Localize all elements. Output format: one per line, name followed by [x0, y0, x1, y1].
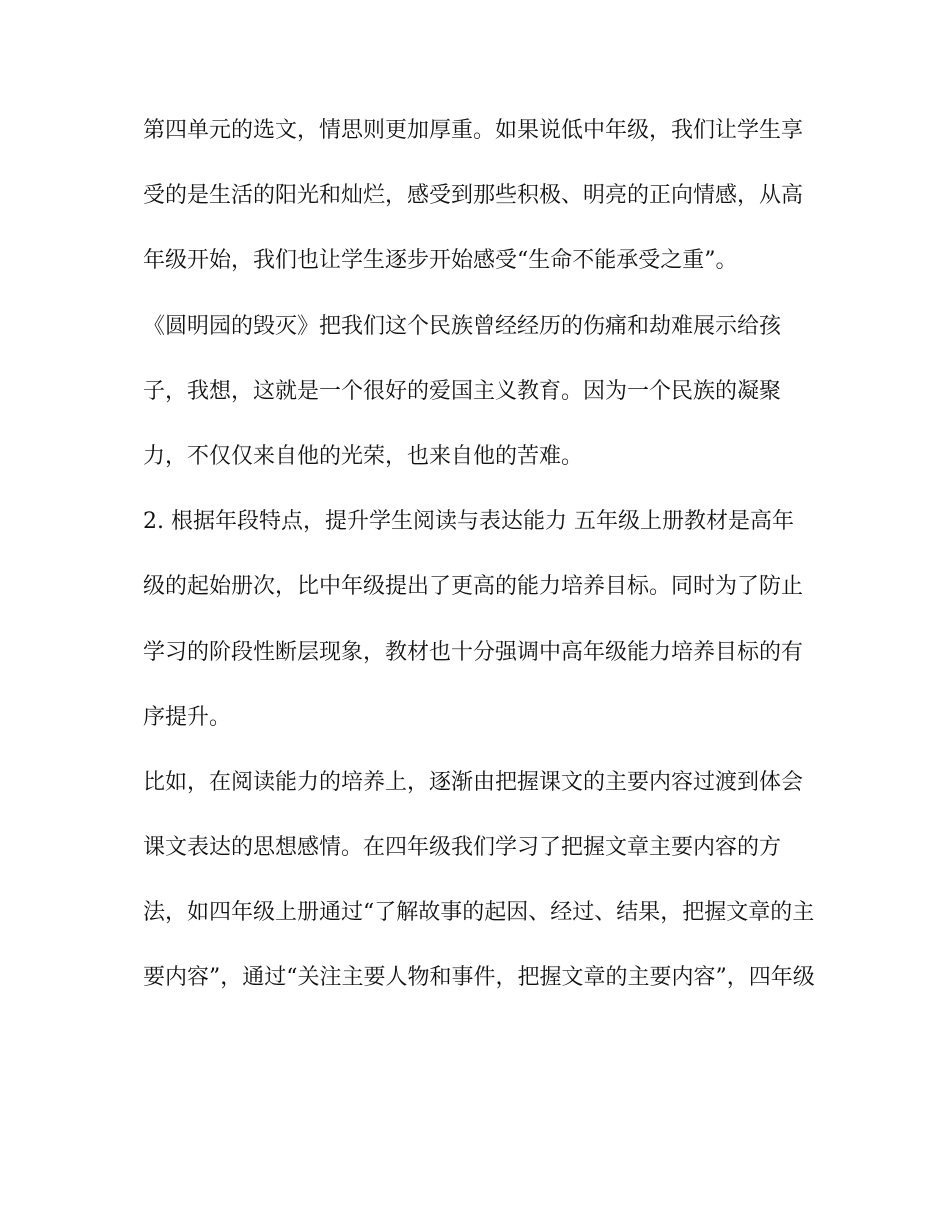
text-line: 2. 根据年段特点，提升学生阅读与表达能力 五年级上册教材是高年 — [143, 509, 794, 535]
text-line: 力，不仅仅来自他的光荣，也来自他的苦难。 — [143, 443, 584, 469]
text-line: 序提升。 — [143, 704, 232, 730]
text-line: 《圆明园的毁灭》把我们这个民族曾经经历的伤痛和劫难展示给孩 — [143, 313, 782, 339]
text-line: 子，我想，这就是一个很好的爱国主义教育。因为一个民族的凝聚 — [143, 378, 782, 404]
text-line: 年级开始，我们也让学生逐步开始感受“生命不能承受之重”。 — [143, 248, 738, 274]
text-line: 级的起始册次，比中年级提出了更高的能力培养目标。同时为了防止 — [143, 574, 804, 600]
text-line: 受的是生活的阳光和灿烂，感受到那些积极、明亮的正向情感，从高 — [143, 183, 804, 209]
text-line: 法，如四年级上册通过“了解故事的起因、经过、结果，把握文章的主 — [143, 900, 815, 926]
text-line: 比如，在阅读能力的培养上，逐渐由把握课文的主要内容过渡到体会 — [143, 769, 804, 795]
text-line: 第四单元的选文，情思则更加厚重。如果说低中年级，我们让学生享 — [143, 118, 804, 143]
text-line: 学习的阶段性断层现象，教材也十分强调中高年级能力培养目标的有 — [143, 639, 804, 665]
text-line: 课文表达的思想感情。在四年级我们学习了把握文章主要内容的方 — [143, 835, 782, 861]
text-line: 要内容”，通过“关注主要人物和事件，把握文章的主要内容”，四年级 — [143, 965, 815, 991]
body-text — [143, 120, 823, 1033]
